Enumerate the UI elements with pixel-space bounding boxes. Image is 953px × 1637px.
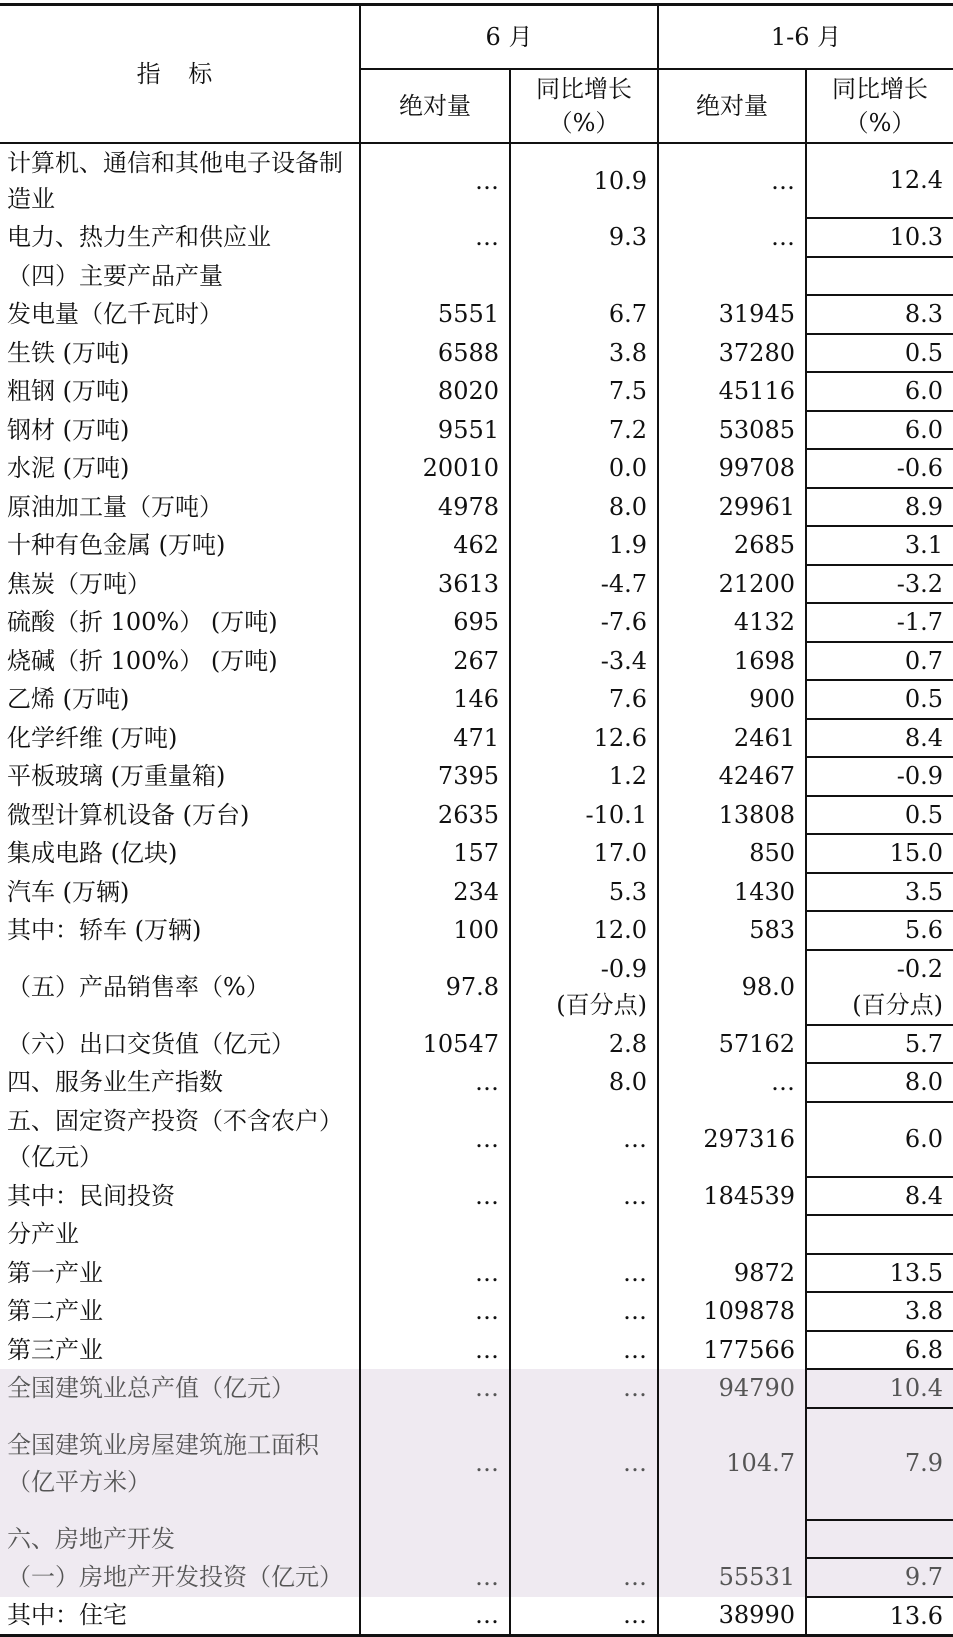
june-growth-value: 8.0 (510, 1063, 658, 1102)
june-growth-value: … (510, 1369, 658, 1408)
june-growth-value: 12.0 (510, 911, 658, 950)
june-growth-value: … (510, 1558, 658, 1597)
ytd-absolute-value: 104.7 (658, 1408, 806, 1520)
ytd-growth-value: 13.6 (806, 1597, 953, 1636)
indicator-name: 其中：住宅 (0, 1597, 360, 1636)
ytd-absolute-value: 31945 (658, 295, 806, 334)
ytd-absolute-value (658, 1215, 806, 1254)
ytd-growth-value: 6.0 (806, 372, 953, 411)
indicator-name: 十种有色金属 (万吨) (7, 531, 226, 559)
june-absolute-value: 234 (360, 873, 510, 912)
june-growth-value (510, 1520, 658, 1559)
june-absolute-value: 20010 (360, 449, 510, 488)
june-absolute-value (360, 1215, 510, 1254)
indicator-name: 其中：轿车 (万辆) (7, 916, 202, 944)
june-growth-value: … (510, 1292, 658, 1331)
indicator-name: 全国建筑业总产值（亿元） (0, 1369, 360, 1408)
june-growth-value: -7.6 (510, 603, 658, 642)
june-absolute-value: 267 (360, 642, 510, 681)
table-row (0, 796, 953, 835)
ytd-growth-value: 7.9 (806, 1408, 953, 1520)
indicator-name: 烧碱（折 100%） (万吨) (7, 646, 278, 675)
june-absolute-value: 10547 (360, 1025, 510, 1064)
june-absolute-value: … (360, 1102, 510, 1177)
indicator-name: 平板玻璃 (万重量箱) (7, 762, 226, 790)
june-absolute-value: … (360, 1177, 510, 1216)
june-absolute-value: … (360, 1063, 510, 1102)
ytd-growth-value: 6.0 (806, 411, 953, 450)
indicator-name: 计算机、通信和其他电子设备制造业 (7, 148, 343, 213)
indicator-name: 钢材 (万吨) (7, 415, 130, 444)
ytd-absolute-value: … (658, 218, 806, 257)
ytd-growth-value: 3.1 (806, 526, 953, 565)
indicator-name: 硫酸（折 100%） (万吨) (7, 608, 278, 636)
june-growth-value: 9.3 (510, 218, 658, 257)
table-row (0, 950, 953, 1025)
table-row (0, 1063, 953, 1102)
table-row (0, 218, 953, 257)
june-absolute-value (360, 257, 510, 296)
indicator-name: 六、房地产开发 (0, 1520, 360, 1559)
table-row (0, 565, 953, 604)
indicator-name: 乙烯 (万吨) (7, 685, 130, 713)
ytd-absolute-value (658, 1520, 806, 1559)
ytd-absolute-value: 21200 (658, 565, 806, 604)
indicator-name: 原油加工量（万吨） (7, 492, 223, 521)
ytd-growth-value: 10.4 (806, 1369, 953, 1408)
june-absolute-value: … (360, 1408, 510, 1520)
june-growth-value (510, 257, 658, 296)
ytd-absolute-value: 57162 (658, 1025, 806, 1064)
june-growth-value: … (510, 1177, 658, 1216)
june-absolute-value: 2635 (360, 796, 510, 835)
indicator-name: 水泥 (万吨) (7, 454, 130, 482)
june-growth-value: … (510, 1102, 658, 1177)
june-absolute-value (360, 1520, 510, 1559)
ytd-growth-value: 0.5 (806, 796, 953, 835)
ytd-absolute-value: 184539 (658, 1177, 806, 1216)
ytd-absolute-value: … (658, 1063, 806, 1102)
june-growth-value: 7.2 (510, 411, 658, 450)
june-absolute-value: 157 (360, 834, 510, 873)
table-row (0, 1520, 953, 1559)
indicator-name: 集成电路 (亿块) (7, 839, 178, 867)
ytd-growth-value: 13.5 (806, 1254, 953, 1293)
june-growth-value: 8.0 (510, 488, 658, 527)
june-absolute-value: … (360, 1331, 510, 1370)
ytd-growth-value: 6.8 (806, 1331, 953, 1370)
june-absolute-value: 97.8 (360, 950, 510, 1025)
table-row (0, 1558, 953, 1597)
ytd-growth-value (806, 1215, 953, 1254)
statistics-table (0, 3, 953, 1637)
ytd-growth-value: 6.0 (806, 1102, 953, 1177)
indicator-name: 全国建筑业房屋建筑施工面积（亿平方米） (0, 1408, 360, 1520)
ytd-absolute-value: 38990 (658, 1597, 806, 1636)
indicator-name: 生铁 (万吨) (7, 338, 130, 367)
table-row (0, 680, 953, 719)
header-june-growth (510, 69, 658, 143)
table-row (0, 1025, 953, 1064)
june-absolute-value: 695 (360, 603, 510, 642)
june-absolute-value: 7395 (360, 757, 510, 796)
ytd-growth-value: -1.7 (806, 603, 953, 642)
table-row (0, 1408, 953, 1520)
indicator-name: 发电量（亿千瓦时） (7, 300, 223, 328)
table-row (0, 603, 953, 642)
june-absolute-value: … (360, 1558, 510, 1597)
indicator-name: 分产业 (7, 1220, 79, 1248)
ytd-growth-value: 3.5 (806, 873, 953, 912)
june-growth-value: -3.4 (510, 642, 658, 681)
indicator-name: 汽车 (万辆) (7, 877, 130, 906)
table-row (0, 449, 953, 488)
indicator-name: （五）产品销售率（%） (7, 972, 270, 1001)
ytd-growth-value (806, 1520, 953, 1559)
header-period-june: 6 月 (360, 5, 658, 70)
ytd-absolute-value: 2685 (658, 526, 806, 565)
june-growth-value: 5.3 (510, 873, 658, 912)
indicator-name: 化学纤维 (万吨) (7, 723, 178, 752)
ytd-absolute-value: 109878 (658, 1292, 806, 1331)
table-row (0, 911, 953, 950)
ytd-growth-value: 0.7 (806, 642, 953, 681)
header-growth-unit: （%） (844, 109, 916, 137)
ytd-absolute-value: 37280 (658, 334, 806, 373)
ytd-absolute-value: 55531 (658, 1558, 806, 1597)
ytd-growth-value: 5.7 (806, 1025, 953, 1064)
june-absolute-value: 471 (360, 719, 510, 758)
ytd-absolute-value: … (658, 143, 806, 218)
june-absolute-value: … (360, 218, 510, 257)
table-row (0, 411, 953, 450)
ytd-absolute-value: 1698 (658, 642, 806, 681)
indicator-name: 电力、热力生产和供应业 (7, 223, 271, 251)
june-growth-value: 17.0 (510, 834, 658, 873)
table-row (0, 1102, 953, 1177)
table-row (0, 1369, 953, 1408)
june-absolute-value: 3613 (360, 565, 510, 604)
table-row (0, 719, 953, 758)
ytd-growth-value: 10.3 (806, 218, 953, 257)
ytd-growth-value: 0.5 (806, 680, 953, 719)
indicator-name: 焦炭（万吨） (7, 569, 151, 598)
june-growth-value: 6.7 (510, 295, 658, 334)
indicator-name: 粗钢 (万吨) (7, 377, 130, 405)
header-growth-label: 同比增长 (832, 75, 928, 103)
ytd-absolute-value: 94790 (658, 1369, 806, 1408)
ytd-growth-value: 12.4 (806, 143, 953, 218)
header-growth-unit: （%） (548, 109, 620, 137)
ytd-absolute-value: 99708 (658, 449, 806, 488)
june-growth-value: 7.6 (510, 680, 658, 719)
june-absolute-value: 462 (360, 526, 510, 565)
indicator-name: （六）出口交货值（亿元） (7, 1029, 295, 1058)
june-absolute-value: 4978 (360, 488, 510, 527)
ytd-growth-value: 8.0 (806, 1063, 953, 1102)
growth-unit-note: (百分点) (556, 991, 647, 1019)
june-growth-value: -10.1 (510, 796, 658, 835)
ytd-absolute-value: 1430 (658, 873, 806, 912)
june-absolute-value: … (360, 1254, 510, 1293)
ytd-absolute-value: 29961 (658, 488, 806, 527)
ytd-growth-value: 3.8 (806, 1292, 953, 1331)
ytd-absolute-value: 42467 (658, 757, 806, 796)
table-row (0, 526, 953, 565)
header-june-absolute: 绝对量 (360, 69, 510, 143)
indicator-name: 其中：民间投资 (7, 1181, 175, 1210)
ytd-growth-value: 8.4 (806, 1177, 953, 1216)
table-row (0, 1597, 953, 1636)
indicator-name: 微型计算机设备 (万台) (7, 800, 250, 829)
indicator-name: （一）房地产开发投资（亿元） (0, 1558, 360, 1597)
ytd-growth-value: 8.4 (806, 719, 953, 758)
header-period-jan-jun: 1-6 月 (658, 5, 953, 70)
ytd-absolute-value: 4132 (658, 603, 806, 642)
ytd-absolute-value: 900 (658, 680, 806, 719)
table-row (0, 488, 953, 527)
table-row (0, 1215, 953, 1254)
june-growth-value: 0.0 (510, 449, 658, 488)
table-row (0, 834, 953, 873)
june-growth-value: 2.8 (510, 1025, 658, 1064)
june-growth-value: -4.7 (510, 565, 658, 604)
ytd-absolute-value: 297316 (658, 1102, 806, 1177)
june-growth-value: 10.9 (510, 143, 658, 218)
growth-unit-note: (百分点) (852, 991, 943, 1019)
table-row (0, 873, 953, 912)
june-growth-value: … (510, 1254, 658, 1293)
table-header (0, 5, 953, 144)
june-growth-value: 1.2 (510, 757, 658, 796)
june-absolute-value: 100 (360, 911, 510, 950)
table-row (0, 1254, 953, 1293)
indicator-name: （四）主要产品产量 (7, 261, 223, 290)
indicator-name: 第二产业 (7, 1297, 103, 1325)
table-row (0, 757, 953, 796)
indicator-name: 第一产业 (7, 1258, 103, 1287)
header-ytd-absolute: 绝对量 (658, 69, 806, 143)
ytd-growth-value (806, 257, 953, 296)
ytd-growth-value (806, 950, 953, 1025)
table-row (0, 642, 953, 681)
table-body (0, 143, 953, 1636)
ytd-absolute-value: 98.0 (658, 950, 806, 1025)
june-growth-value (510, 950, 658, 1025)
ytd-absolute-value: 53085 (658, 411, 806, 450)
june-absolute-value: … (360, 1292, 510, 1331)
indicator-name: 五、固定资产投资（不含农户）（亿元） (7, 1106, 343, 1171)
ytd-absolute-value (658, 257, 806, 296)
june-growth-value: … (510, 1597, 658, 1636)
table-row (0, 372, 953, 411)
june-growth-value (510, 1215, 658, 1254)
ytd-growth-value: 9.7 (806, 1558, 953, 1597)
ytd-growth-value: 15.0 (806, 834, 953, 873)
ytd-absolute-value: 45116 (658, 372, 806, 411)
ytd-growth-value: 0.5 (806, 334, 953, 373)
june-absolute-value: 6588 (360, 334, 510, 373)
ytd-absolute-value: 177566 (658, 1331, 806, 1370)
ytd-growth-value: 5.6 (806, 911, 953, 950)
header-indicator: 指 标 (0, 5, 360, 144)
ytd-growth-value: -0.9 (806, 757, 953, 796)
table-row (0, 295, 953, 334)
ytd-absolute-value: 9872 (658, 1254, 806, 1293)
table-row (0, 1331, 953, 1370)
table-row (0, 143, 953, 218)
ytd-growth-value: 8.9 (806, 488, 953, 527)
table-row (0, 257, 953, 296)
june-growth-value: 12.6 (510, 719, 658, 758)
june-growth-value: 3.8 (510, 334, 658, 373)
ytd-growth-value: -3.2 (806, 565, 953, 604)
ytd-absolute-value: 2461 (658, 719, 806, 758)
table-row (0, 1177, 953, 1216)
header-growth-label: 同比增长 (536, 75, 632, 103)
june-growth-value: … (510, 1331, 658, 1370)
ytd-absolute-value: 850 (658, 834, 806, 873)
june-absolute-value: … (360, 1369, 510, 1408)
june-growth-value: 1.9 (510, 526, 658, 565)
june-growth-value: … (510, 1408, 658, 1520)
ytd-absolute-value: 583 (658, 911, 806, 950)
june-growth-value: 7.5 (510, 372, 658, 411)
june-absolute-value: … (360, 143, 510, 218)
june-absolute-value: 8020 (360, 372, 510, 411)
indicator-name: 第三产业 (7, 1335, 103, 1364)
june-absolute-value: 9551 (360, 411, 510, 450)
growth-value: -0.2 (896, 954, 943, 983)
growth-value: -0.9 (600, 954, 647, 983)
indicator-name: 四、服务业生产指数 (7, 1068, 223, 1096)
table-row (0, 334, 953, 373)
june-absolute-value: 5551 (360, 295, 510, 334)
ytd-absolute-value: 13808 (658, 796, 806, 835)
june-absolute-value: 146 (360, 680, 510, 719)
ytd-growth-value: -0.6 (806, 449, 953, 488)
header-ytd-growth (806, 69, 953, 143)
ytd-growth-value: 8.3 (806, 295, 953, 334)
table-row (0, 1292, 953, 1331)
june-absolute-value: … (360, 1597, 510, 1636)
